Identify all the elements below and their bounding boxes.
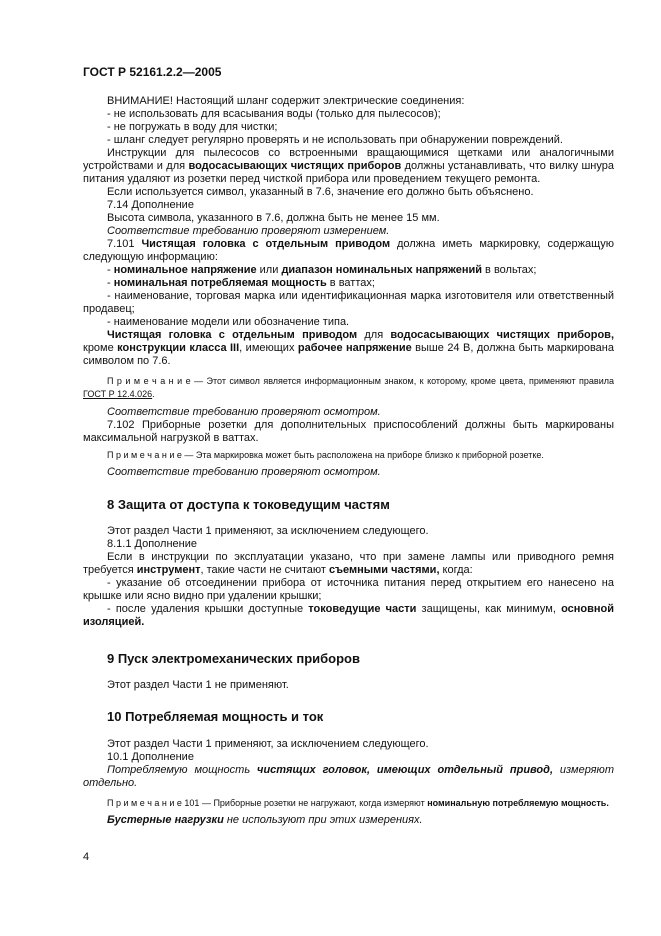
bold-term: номинальную потребляемую мощность. [427, 798, 609, 808]
class-3-paragraph [83, 329, 614, 368]
condition-item: - указание об отсоединении прибора от источника питания перед открытием его нанесено на крышке или ясно видно при удалении крышки; [83, 577, 614, 602]
clause-7-14-title: 7.14 Дополнение [107, 199, 194, 211]
text-run: , имеющих [239, 342, 298, 354]
text-column [83, 65, 614, 827]
text-run: — Эта маркировка может быть расположена на приборе близко к приборной розетке. [181, 450, 544, 460]
warning-intro: ВНИМАНИЕ! Настоящий шланг содержит электрические соединения: [107, 95, 465, 107]
page-number: 4 [83, 851, 90, 863]
bold-term: токоведущие части [308, 603, 417, 615]
text-run: в вольтах; [482, 264, 537, 276]
bold-term: номинальное напряжение [113, 264, 257, 276]
text-run: выше 24 В, должна быть маркирована символом по 7.6. [83, 342, 614, 367]
text-run: не используют при этих измерениях. [223, 814, 423, 826]
bold-term: Бустерные нагрузки [107, 814, 224, 826]
booster-loads [83, 814, 614, 827]
text-run: Потребляемую мощность [107, 764, 258, 776]
note-101 [83, 797, 614, 810]
clause-7-101-lead [83, 238, 614, 264]
bold-term: конструкции класса III [117, 342, 240, 354]
clause-number: 7.101 [107, 238, 142, 250]
section-10-heading: 10 Потребляемая мощность и ток [107, 709, 324, 724]
warning-item: - шланг следует регулярно проверять и не использовать при обнаружении повреждений. [107, 134, 563, 146]
text-run: . [152, 389, 155, 399]
warning-item: - не использовать для всасывания воды (только для пылесосов); [107, 108, 441, 120]
bold-term: Чистящая головка с отдельным приводом [107, 329, 358, 341]
text-run: - [107, 264, 114, 276]
text-run: кроме [83, 342, 118, 354]
note-label: П р и м е ч а н и е [107, 376, 191, 386]
text-run: - после удаления крышки доступные [107, 603, 309, 615]
compliance-check: Соответствие требованию проверяют измерением. [107, 225, 390, 237]
gost-12-4-026-link[interactable]: ГОСТ Р 12.4.026 [83, 389, 153, 399]
section-10-applies: Этот раздел Части 1 применяют, за исключением следующего. [107, 738, 429, 750]
symbol-explained: Если используется символ, указанный в 7.6, значение его должно быть объяснено. [107, 186, 534, 198]
clause-7-14-text: Высота символа, указанного в 7.6, должна быть не менее 15 мм. [107, 212, 440, 224]
document-code: ГОСТ Р 52161.2.2—2005 [83, 65, 222, 79]
clause-8-1-1-title: 8.1.1 Дополнение [107, 538, 197, 550]
marking-item: - наименование модели или обозначение типа. [107, 316, 350, 328]
bold-term: рабочее напряжение [297, 342, 412, 354]
clause-10-1-measure [83, 764, 614, 790]
compliance-check: Соответствие требованию проверяют осмотром. [107, 406, 381, 418]
text-run: Инструкции для пылесосов со встроенными вращающимися щетками или аналогичными устройствами и для [83, 147, 614, 172]
bold-term: чистящих головок, имеющих отдельный привод, [257, 764, 554, 776]
text-run: , такие части не считают [200, 564, 330, 576]
marking-item: - наименование, торговая марка или идентификационная марка изготовителя или ответственный продавец; [83, 290, 614, 315]
clause-10-1-title: 10.1 Дополнение [107, 751, 194, 763]
bold-term: основной изоляцией. [83, 603, 615, 628]
text-run: или [256, 264, 282, 276]
bold-term: инструмент [136, 564, 201, 576]
text-run: в ваттах; [326, 277, 375, 289]
bold-term: водосасывающих чистящих приборов, [390, 329, 614, 341]
marking-item [83, 264, 614, 277]
text-run: - [107, 277, 114, 289]
bold-term: диапазон номинальных напряжений [281, 264, 482, 276]
text-run: измеряют отдельно. [83, 764, 614, 789]
warning-item: - не погружать в воду для чистки; [107, 121, 278, 133]
note-number: 101 [181, 798, 200, 808]
text-run: должна иметь маркировку, содержащую следующую информацию: [83, 238, 615, 263]
instructions-paragraph [83, 147, 614, 186]
text-run: должны устанавливать, что вилку шнура питания удаляют из розетки перед чисткой прибора или проведением текущего ремонта. [83, 160, 614, 185]
bold-term: Чистящая головка с отдельным приводом [141, 238, 391, 250]
text-run: для [357, 329, 391, 341]
note-socket-marking [83, 449, 614, 462]
bold-term: водосасывающих чистящих приборов [188, 160, 402, 172]
note-label: П р и м е ч а н и е [107, 450, 182, 460]
text-run: защищены, как минимум, [416, 603, 562, 615]
note-label: П р и м е ч а н и е [107, 798, 182, 808]
condition-item [83, 603, 614, 629]
section-9-text: Этот раздел Части 1 не применяют. [107, 679, 289, 691]
compliance-check: Соответствие требованию проверяют осмотром. [107, 466, 381, 478]
bold-term: номинальная потребляемая мощность [113, 277, 327, 289]
bold-term: съемными частями, [329, 564, 440, 576]
clause-8-1-1-condition [83, 551, 614, 577]
section-8-applies: Этот раздел Части 1 применяют, за исключением следующего. [107, 525, 429, 537]
note-symbol [83, 375, 614, 401]
section-9-heading: 9 Пуск электромеханических приборов [107, 651, 360, 666]
text-run: когда: [439, 564, 473, 576]
text-run: Если в инструкции по эксплуатации указано, что при замене лампы или приводного ремня требуется [83, 551, 614, 576]
text-run: — Приборные розетки не нагружают, когда измеряют [199, 798, 428, 808]
clause-7-102-text: 7.102 Приборные розетки для дополнительных приспособлений должны быть маркированы максимальной нагрузкой в ваттах. [83, 419, 614, 444]
section-8-heading: 8 Защита от доступа к токоведущим частям [107, 497, 390, 512]
marking-item [83, 277, 614, 290]
text-run: — Этот символ является информационным знаком, к которому, кроме цвета, применяют правила [190, 376, 614, 386]
